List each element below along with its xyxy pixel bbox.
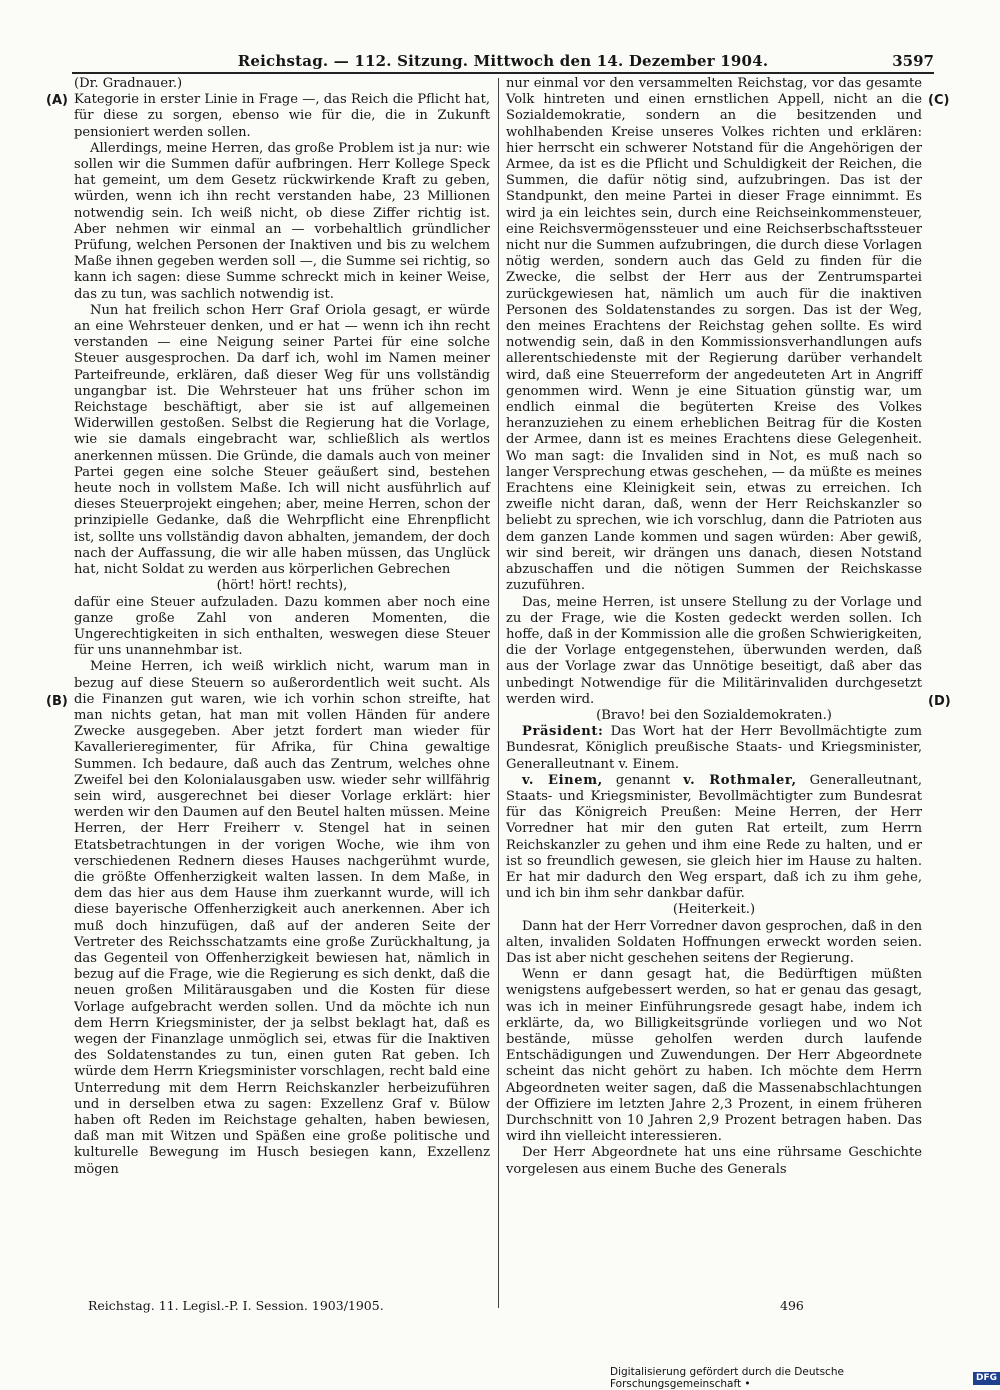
header-rule [72,72,934,74]
margin-mark-b: (B) [46,694,68,709]
page-header [72,50,934,72]
column-divider [498,78,499,1308]
interjection: (hört! hört! rechts), [216,578,348,594]
paragraph: Dann hat der Herr Vorredner davon gesprochen, daß in den alten, invaliden Soldaten Hoffnungen erweckt worden seien. Das ist aber nicht geschehen seitens der Regierung. [506,918,922,966]
header-title: Reichstag. — 112. Sitzung. Mittwoch den 14. Dezember 1904. [237,52,769,70]
speech-text: Das Wort hat der Herr Bevollmächtigte zum Bundesrat, Königlich preußische Staats- und Kriegsminister, Generalleutnant v. Einem. [506,724,922,772]
footer-session: Reichstag. 11. Legisl.-P. I. Session. 1903/1905. [88,1298,384,1313]
margin-mark-a: (A) [46,93,68,108]
margin-mark-c: (C) [928,93,950,108]
credit-text: Digitalisierung gefördert durch die Deutsche Forschungsgemeinschaft • [610,1366,844,1390]
president-statement [506,724,922,773]
paragraph: Kategorie in erster Linie in Frage —, das Reich die Pflicht hat, für diese zu sorgen, ebenso wie für die, die in Zukunft pensioniert werden sollen. [74,92,490,140]
paragraph: Allerdings, meine Herren, das große Problem ist ja nur: wie sollen wir die Summen dafür aufbringen. Herr Kollege Speck hat gemeint, um dem Gesetz rückwirkende Kraft zu geben, würden, wenn ich ihn recht verstanden habe, 23 Millionen notwendig sein. Ich weiß nicht, ob diese Ziffer richtig ist. Aber nehmen wir einmal an — vorbehaltlich gründlicher Prüfung, welchen Personen der Inaktiven und bis zu welchem Maße ihnen gegeben werden soll —, die Summe sei richtig, so kann ich sagen: diese Summe schreckt mich in keiner Weise, das zu tun, was sachlich notwendig ist. [74,140,490,302]
footer-sheet-number: 496 [780,1298,804,1313]
paragraph: dafür eine Steuer aufzuladen. Dazu kommen aber noch eine ganze große Zahl von anderen Momenten, die Ungerechtigkeiten in sich enthalten, weswegen diese Steuer für uns unannehmbar ist. [74,594,490,659]
speaker-name: v. Einem, [522,772,603,788]
digitization-credit [610,1366,1000,1390]
paragraph: nur einmal vor den versammelten Reichstag, vor das gesamte Volk hintreten und einen ernstlichen Appell, nicht an die Sozialdemokratie, sondern an die besitzenden und wohlhabenden Kreise unseres Volkes richten und erklären: hier herrscht ein schwerer Notstand für die Angehörigen der Armee, da ist es die Pflicht und Schuldigkeit der Reichen, die Summen, die dafür nötig sind, aufzubringen. Das ist der Standpunkt, den meine Partei in dieser Frage einnimmt. Es wird ja ein leichtes sein, durch eine Reichseinkommensteuer, eine Reichsvermögenssteuer und eine Reichserbschaftssteuer nicht nur die Summen aufzubringen, die durch diese Vorlagen nötig werden, sondern auch das Geld zu finden für die Zwecke, die selbst der Herr aus der Zentrumspartei zurückgewiesen hat, nämlich um auch für die inaktiven Personen des Soldatenstandes zu sorgen. Das ist der Weg, den meines Erachtens der Reichstag gehen sollte. Es wird notwendig sein, daß in den Kommissionsverhandlungen aufs allerentschiedenste mit der Regierung darüber verhandelt wird, daß eine Steuerreform der angedeuteten Art in Angriff genommen wird. Wenn je eine Situation günstig war, um endlich einmal die begüterten Kreise des Volkes heranzuziehen zu einem erheblichen Beitrag für die Kosten der Armee, dann ist es meines Erachtens diese Gelegenheit. Wo man sagt: die Invaliden sind in Not, es muß nach so langer Versprechung etwas geschehen, — da müßte es meines Erachtens eine Kleinigkeit sein, etwas zu erreichen. Ich zweifle nicht daran, daß, wenn der Herr Reichskanzler so beliebt zu sprechen, wie ich vorschlug, dann die Patrioten aus dem ganzen Lande kommen und sagen würden: Aber gewiß, wir sind bereit, wir drängen uns danach, diesen Notstand abzuschaffen und die nötigen Summen der Reichskasse zuzuführen. [506,76,922,594]
speaker-name: Präsident: [522,724,604,740]
speaker-genannt: genannt [615,772,671,788]
applause-note: (Bravo! bei den Sozialdemokraten.) [596,707,832,723]
paragraph: Das, meine Herren, ist unsere Stellung zu der Vorlage und zu der Frage, wie die Kosten gedeckt werden sollen. Ich hoffe, daß in der Kommission alle die großen Schwierigkeiten, die der Vorlage entgegenstehen, überwunden werden, daß aus der Vorlage zwar das Unnötige beseitigt, daß aber das unbedingt Notwendige für die Militärinvaliden durchgesetzt werden wird. [506,594,922,707]
paragraph: Wenn er dann gesagt hat, die Bedürftigen müßten wenigstens aufgebessert werden, so hat er genau das gesagt, was ich in meiner Einführungsrede gesagt habe, indem ich erklärte, da, wo Billigkeitsgründe vorliegen und wo Not bestände, müsse geholfen werden durch laufende Entschädigungen und Zuwendungen. Der Herr Abgeordnete scheint das nicht gehört zu haben. Ich möchte dem Herrn Abgeordneten weiter sagen, daß die Massenabschlachtungen der Offiziere im letzten Jahre 2,3 Prozent, in einem früheren Durchschnitt von 10 Jahren 2,9 Prozent betragen haben. Das wird ihn vielleicht interessieren. [506,967,922,1145]
speech-text: Generalleutnant, Staats- und Kriegsminister, Bevollmächtigter zum Bundesrat für das Königreich Preußen: Meine Herren, der Herr Vorredner hat mir den guten Rat erteilt, zum Herrn Reichskanzler zu gehen und ihm eine Rede zu halten, und er ist so freundlich gewesen, sie gleich hier im Hause zu halten. Er hat mir dadurch den Weg erspart, daß ich zu ihm gehe, und ich bin ihm sehr dankbar dafür. [506,772,922,902]
paragraph: Der Herr Abgeordnete hat uns eine rührsame Geschichte vorgelesen aus einem Buche des Generals [506,1145,922,1177]
right-column [506,76,922,1178]
paragraph: Meine Herren, ich weiß wirklich nicht, warum man in bezug auf diese Steuern so außerordentlich weit sucht. Als die Finanzen gut waren, wie ich vorhin schon streifte, hat man nichts getan, hat man mit vollen Händen für andere Zwecke ausgegeben. Aber jetzt fordert man wieder für Kavallerieregimenter, für Afrika, für China gewaltige Summen. Ich bedaure, daß auch das Zentrum, welches ohne Zweifel bei den Kolonialausgaben usw. wieder sehr willfährig sein wird, ausgerechnet bei dieser Vorlage erklärt: hier werden wir den Daumen auf den Beutel halten müssen. Meine Herren, der Herr Freiherr v. Stengel hat in seinen Etatsbetrachtungen in der vorigen Woche, wie ihm von verschiedenen Rednern dieses Hauses nachgerühmt wurde, die größte Offenherzigkeit walten lassen. In dem Maße, in dem das hier aus dem Hause ihm zuerkannt wurde, will ich diese bayerische Offenherzigkeit auch anerkennen. Aber ich muß doch hinzufügen, daß auf der anderen Seite der Vertreter des Reichsschatzamts eine große Zurückhaltung, ja das Gegenteil von Offenherzigkeit bewiesen hat, nämlich in bezug auf die Frage, wie die Regierung es sich denkt, daß die neuen großen Militärausgaben und die Kosten für diese Vorlage aufgebracht werden sollen. Und da möchte ich nun dem Herrn Kriegsminister, der ja selbst beklagt hat, daß es wegen der Finanzlage unmöglich sei, etwas für die Inaktiven des Soldatenstandes zu tun, einen guten Rat geben. Ich würde dem Herrn Kriegsminister vorschlagen, recht bald eine Unterredung mit dem Herrn Reichskanzler herbeizuführen und in derselben etwa zu sagen: Exzellenz Graf v. Bülow haben oft Reden im Reichstage gehalten, haben bewiesen, daß man mit Witzen und Späßen eine große politische und kulturelle Bewegung im Husch besiegen kann, Exzellenz mögen [74,659,490,1177]
paragraph: Nun hat freilich schon Herr Graf Oriola gesagt, er würde an eine Wehrsteuer denken, und er hat — wenn ich ihn recht verstanden — eine Neigung seiner Partei für eine solche Steuer ausgesprochen. Da darf ich, wohl im Namen meiner Parteifreunde, erklären, daß dieser Weg für uns vollständig ungangbar ist. Die Wehrsteuer hat uns früher schon im Reichstage beschäftigt, aber sie ist auf allgemeinen Widerwillen gestoßen. Selbst die Regierung hat die Vorlage, wie sie damals eingebracht war, schließlich als wertlos anerkennen müssen. Die Gründe, die damals auch von meiner Partei gegen eine solche Steuer geäußert sind, bestehen heute noch in vollstem Maße. Ich will nicht ausführlich auf dieses Steuerprojekt eingehen; aber, meine Herren, schon der prinzipielle Gedanke, daß die Wehrpflicht eine Ehrenpflicht ist, sollte uns vollständig davon abhalten, jemandem, der doch nach der Auffassung, die wir alle haben müssen, das Unglück hat, nicht Soldat zu werden aus körperlichen Gebrechen [74,302,490,578]
dfg-logo-icon: DFG [973,1372,1000,1385]
page-number: 3597 [892,52,934,70]
laughter-note: (Heiterkeit.) [672,902,756,918]
speaker-name-2: v. Rothmaler, [683,772,797,788]
einem-statement [506,773,922,903]
speaker-line: (Dr. Gradnauer.) [74,76,183,91]
margin-mark-d: (D) [928,694,951,709]
left-column [74,76,490,1178]
